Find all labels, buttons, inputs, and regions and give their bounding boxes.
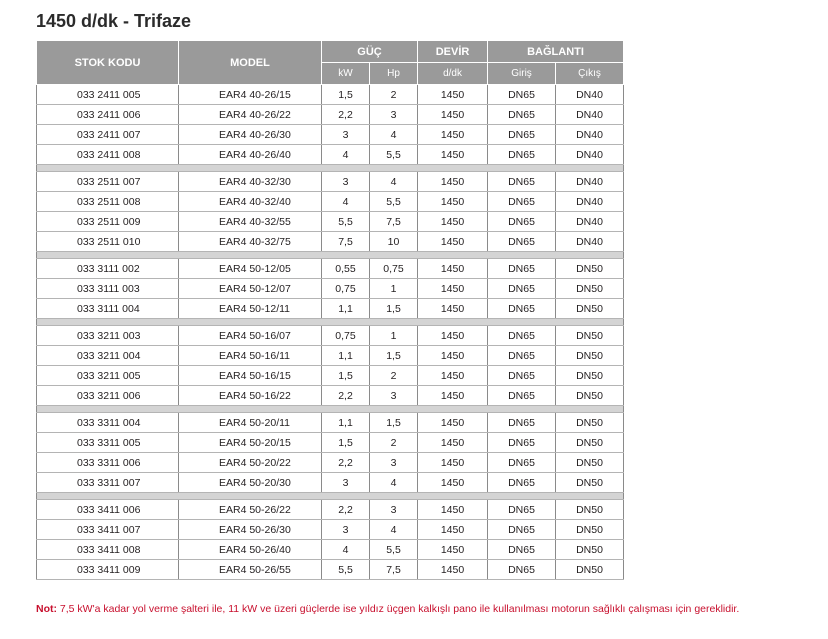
table-row — [37, 326, 624, 346]
cell-hp: 2 — [370, 433, 418, 453]
cell-kw: 1,5 — [322, 433, 370, 453]
cell-devir: 1450 — [418, 259, 488, 279]
cell-hp: 3 — [370, 386, 418, 406]
cell-devir: 1450 — [418, 192, 488, 212]
cell-stok-kodu: 033 3111 002 — [37, 259, 179, 279]
cell-cikis: DN50 — [556, 366, 624, 386]
cell-hp: 3 — [370, 500, 418, 520]
cell-cikis: DN40 — [556, 125, 624, 145]
cell-cikis: DN50 — [556, 413, 624, 433]
group-separator — [37, 165, 624, 172]
cell-stok-kodu: 033 2411 006 — [37, 105, 179, 125]
cell-cikis: DN50 — [556, 433, 624, 453]
cell-giris: DN65 — [488, 433, 556, 453]
cell-stok-kodu: 033 3411 006 — [37, 500, 179, 520]
group-separator — [37, 493, 624, 500]
table-row — [37, 299, 624, 319]
cell-cikis: DN50 — [556, 386, 624, 406]
cell-model: EAR4 50-16/22 — [179, 386, 322, 406]
cell-stok-kodu: 033 3311 005 — [37, 433, 179, 453]
cell-model: EAR4 50-12/07 — [179, 279, 322, 299]
table-row — [37, 259, 624, 279]
table-row — [37, 366, 624, 386]
group-separator — [37, 252, 624, 259]
cell-stok-kodu: 033 3311 004 — [37, 413, 179, 433]
cell-stok-kodu: 033 3111 004 — [37, 299, 179, 319]
header-devir: DEVİR — [418, 41, 488, 63]
cell-cikis: DN50 — [556, 560, 624, 580]
cell-kw: 1,1 — [322, 299, 370, 319]
cell-stok-kodu: 033 2511 010 — [37, 232, 179, 252]
cell-devir: 1450 — [418, 413, 488, 433]
cell-giris: DN65 — [488, 500, 556, 520]
footnote-label: Not: — [36, 603, 57, 615]
cell-model: EAR4 40-26/30 — [179, 125, 322, 145]
table-row — [37, 560, 624, 580]
cell-kw: 1,5 — [322, 366, 370, 386]
cell-devir: 1450 — [418, 453, 488, 473]
cell-kw: 7,5 — [322, 232, 370, 252]
footnote — [36, 603, 739, 615]
table-row — [37, 346, 624, 366]
cell-cikis: DN50 — [556, 346, 624, 366]
table-row — [37, 413, 624, 433]
footnote-text: 7,5 kW'a kadar yol verme şalteri ile, 11 kW ve üzeri güçlerde ise yıldız üçgen kalkışlı pano ile kullanılması motorun sağlıklı çalışması için gereklidir. — [57, 603, 740, 615]
cell-stok-kodu: 033 2411 008 — [37, 145, 179, 165]
cell-giris: DN65 — [488, 346, 556, 366]
cell-giris: DN65 — [488, 279, 556, 299]
header-kw: kW — [322, 63, 370, 85]
cell-stok-kodu: 033 3411 009 — [37, 560, 179, 580]
table-row — [37, 212, 624, 232]
cell-kw: 2,2 — [322, 500, 370, 520]
cell-kw: 2,2 — [322, 453, 370, 473]
cell-kw: 4 — [322, 145, 370, 165]
cell-hp: 1,5 — [370, 299, 418, 319]
cell-giris: DN65 — [488, 386, 556, 406]
cell-stok-kodu: 033 2411 007 — [37, 125, 179, 145]
cell-giris: DN65 — [488, 172, 556, 192]
cell-model: EAR4 50-20/30 — [179, 473, 322, 493]
cell-hp: 10 — [370, 232, 418, 252]
cell-cikis: DN50 — [556, 299, 624, 319]
cell-devir: 1450 — [418, 125, 488, 145]
cell-hp: 4 — [370, 473, 418, 493]
cell-cikis: DN40 — [556, 212, 624, 232]
cell-hp: 1,5 — [370, 413, 418, 433]
cell-giris: DN65 — [488, 105, 556, 125]
cell-hp: 7,5 — [370, 560, 418, 580]
cell-devir: 1450 — [418, 299, 488, 319]
table-row — [37, 386, 624, 406]
cell-model: EAR4 50-20/11 — [179, 413, 322, 433]
group-separator — [37, 406, 624, 413]
cell-devir: 1450 — [418, 212, 488, 232]
table-row — [37, 433, 624, 453]
cell-cikis: DN40 — [556, 145, 624, 165]
header-guc: GÜÇ — [322, 41, 418, 63]
cell-stok-kodu: 033 2411 005 — [37, 85, 179, 105]
cell-model: EAR4 50-16/07 — [179, 326, 322, 346]
group-separator-cell — [37, 493, 624, 500]
cell-giris: DN65 — [488, 326, 556, 346]
cell-cikis: DN40 — [556, 105, 624, 125]
cell-model: EAR4 50-26/30 — [179, 520, 322, 540]
cell-kw: 0,75 — [322, 326, 370, 346]
header-stok-kodu: STOK KODU — [37, 41, 179, 85]
cell-cikis: DN50 — [556, 540, 624, 560]
cell-kw: 1,1 — [322, 413, 370, 433]
cell-cikis: DN50 — [556, 279, 624, 299]
cell-hp: 1 — [370, 279, 418, 299]
cell-cikis: DN40 — [556, 172, 624, 192]
group-separator-cell — [37, 165, 624, 172]
table-row — [37, 453, 624, 473]
table-row — [37, 145, 624, 165]
cell-devir: 1450 — [418, 500, 488, 520]
cell-giris: DN65 — [488, 560, 556, 580]
cell-kw: 5,5 — [322, 560, 370, 580]
cell-devir: 1450 — [418, 560, 488, 580]
cell-devir: 1450 — [418, 85, 488, 105]
header-ddk: d/dk — [418, 63, 488, 85]
cell-hp: 5,5 — [370, 145, 418, 165]
cell-hp: 1 — [370, 326, 418, 346]
cell-giris: DN65 — [488, 473, 556, 493]
header-baglanti: BAĞLANTI — [488, 41, 624, 63]
table-row — [37, 192, 624, 212]
cell-model: EAR4 50-26/40 — [179, 540, 322, 560]
cell-devir: 1450 — [418, 540, 488, 560]
cell-stok-kodu: 033 3211 004 — [37, 346, 179, 366]
cell-hp: 7,5 — [370, 212, 418, 232]
cell-hp: 1,5 — [370, 346, 418, 366]
cell-giris: DN65 — [488, 413, 556, 433]
cell-kw: 2,2 — [322, 386, 370, 406]
cell-kw: 3 — [322, 520, 370, 540]
cell-stok-kodu: 033 3211 005 — [37, 366, 179, 386]
cell-devir: 1450 — [418, 386, 488, 406]
cell-giris: DN65 — [488, 85, 556, 105]
cell-devir: 1450 — [418, 433, 488, 453]
cell-hp: 3 — [370, 105, 418, 125]
cell-giris: DN65 — [488, 299, 556, 319]
cell-model: EAR4 50-20/22 — [179, 453, 322, 473]
cell-model: EAR4 40-32/75 — [179, 232, 322, 252]
cell-devir: 1450 — [418, 326, 488, 346]
cell-kw: 1,5 — [322, 85, 370, 105]
cell-cikis: DN50 — [556, 259, 624, 279]
cell-model: EAR4 50-20/15 — [179, 433, 322, 453]
cell-giris: DN65 — [488, 259, 556, 279]
cell-model: EAR4 40-26/40 — [179, 145, 322, 165]
cell-stok-kodu: 033 3211 006 — [37, 386, 179, 406]
cell-kw: 4 — [322, 540, 370, 560]
cell-kw: 3 — [322, 473, 370, 493]
table-row — [37, 500, 624, 520]
cell-model: EAR4 50-16/15 — [179, 366, 322, 386]
cell-model: EAR4 40-26/22 — [179, 105, 322, 125]
table-row — [37, 540, 624, 560]
cell-devir: 1450 — [418, 473, 488, 493]
cell-kw: 0,75 — [322, 279, 370, 299]
cell-stok-kodu: 033 2511 008 — [37, 192, 179, 212]
cell-devir: 1450 — [418, 105, 488, 125]
product-spec-table — [36, 40, 624, 580]
cell-hp: 4 — [370, 125, 418, 145]
cell-devir: 1450 — [418, 366, 488, 386]
cell-giris: DN65 — [488, 520, 556, 540]
cell-cikis: DN50 — [556, 473, 624, 493]
cell-giris: DN65 — [488, 232, 556, 252]
cell-devir: 1450 — [418, 346, 488, 366]
cell-devir: 1450 — [418, 232, 488, 252]
cell-giris: DN65 — [488, 453, 556, 473]
cell-hp: 2 — [370, 366, 418, 386]
cell-kw: 4 — [322, 192, 370, 212]
cell-giris: DN65 — [488, 540, 556, 560]
cell-giris: DN65 — [488, 145, 556, 165]
cell-hp: 3 — [370, 453, 418, 473]
cell-devir: 1450 — [418, 145, 488, 165]
cell-cikis: DN40 — [556, 192, 624, 212]
header-cikis: Çıkış — [556, 63, 624, 85]
table-row — [37, 85, 624, 105]
cell-stok-kodu: 033 3311 007 — [37, 473, 179, 493]
cell-model: EAR4 50-12/05 — [179, 259, 322, 279]
cell-giris: DN65 — [488, 125, 556, 145]
cell-stok-kodu: 033 3411 007 — [37, 520, 179, 540]
cell-giris: DN65 — [488, 212, 556, 232]
cell-devir: 1450 — [418, 172, 488, 192]
group-separator-cell — [37, 252, 624, 259]
cell-stok-kodu: 033 3411 008 — [37, 540, 179, 560]
cell-model: EAR4 50-26/22 — [179, 500, 322, 520]
cell-stok-kodu: 033 2511 007 — [37, 172, 179, 192]
table-body — [37, 85, 624, 580]
cell-cikis: DN40 — [556, 85, 624, 105]
table-row — [37, 232, 624, 252]
cell-model: EAR4 40-32/55 — [179, 212, 322, 232]
table-row — [37, 172, 624, 192]
table-row — [37, 520, 624, 540]
cell-hp: 4 — [370, 520, 418, 540]
cell-hp: 4 — [370, 172, 418, 192]
cell-stok-kodu: 033 3311 006 — [37, 453, 179, 473]
cell-giris: DN65 — [488, 366, 556, 386]
header-giris: Giriş — [488, 63, 556, 85]
group-separator-cell — [37, 406, 624, 413]
cell-kw: 3 — [322, 172, 370, 192]
group-separator — [37, 319, 624, 326]
cell-kw: 0,55 — [322, 259, 370, 279]
cell-giris: DN65 — [488, 192, 556, 212]
table-row — [37, 125, 624, 145]
table-row — [37, 279, 624, 299]
cell-hp: 2 — [370, 85, 418, 105]
cell-kw: 3 — [322, 125, 370, 145]
cell-cikis: DN50 — [556, 520, 624, 540]
cell-stok-kodu: 033 2511 009 — [37, 212, 179, 232]
cell-model: EAR4 40-32/40 — [179, 192, 322, 212]
cell-kw: 5,5 — [322, 212, 370, 232]
cell-hp: 5,5 — [370, 192, 418, 212]
cell-model: EAR4 50-16/11 — [179, 346, 322, 366]
cell-hp: 0,75 — [370, 259, 418, 279]
page-title: 1450 d/dk - Trifaze — [36, 11, 192, 31]
cell-model: EAR4 40-32/30 — [179, 172, 322, 192]
cell-stok-kodu: 033 3211 003 — [37, 326, 179, 346]
cell-cikis: DN50 — [556, 326, 624, 346]
cell-cikis: DN50 — [556, 453, 624, 473]
cell-model: EAR4 40-26/15 — [179, 85, 322, 105]
cell-kw: 2,2 — [322, 105, 370, 125]
cell-cikis: DN40 — [556, 232, 624, 252]
table-row — [37, 105, 624, 125]
cell-devir: 1450 — [418, 279, 488, 299]
header-hp: Hp — [370, 63, 418, 85]
cell-cikis: DN50 — [556, 500, 624, 520]
cell-stok-kodu: 033 3111 003 — [37, 279, 179, 299]
cell-model: EAR4 50-12/11 — [179, 299, 322, 319]
cell-model: EAR4 50-26/55 — [179, 560, 322, 580]
cell-kw: 1,1 — [322, 346, 370, 366]
cell-hp: 5,5 — [370, 540, 418, 560]
cell-devir: 1450 — [418, 520, 488, 540]
header-model: MODEL — [179, 41, 322, 85]
group-separator-cell — [37, 319, 624, 326]
table-row — [37, 473, 624, 493]
